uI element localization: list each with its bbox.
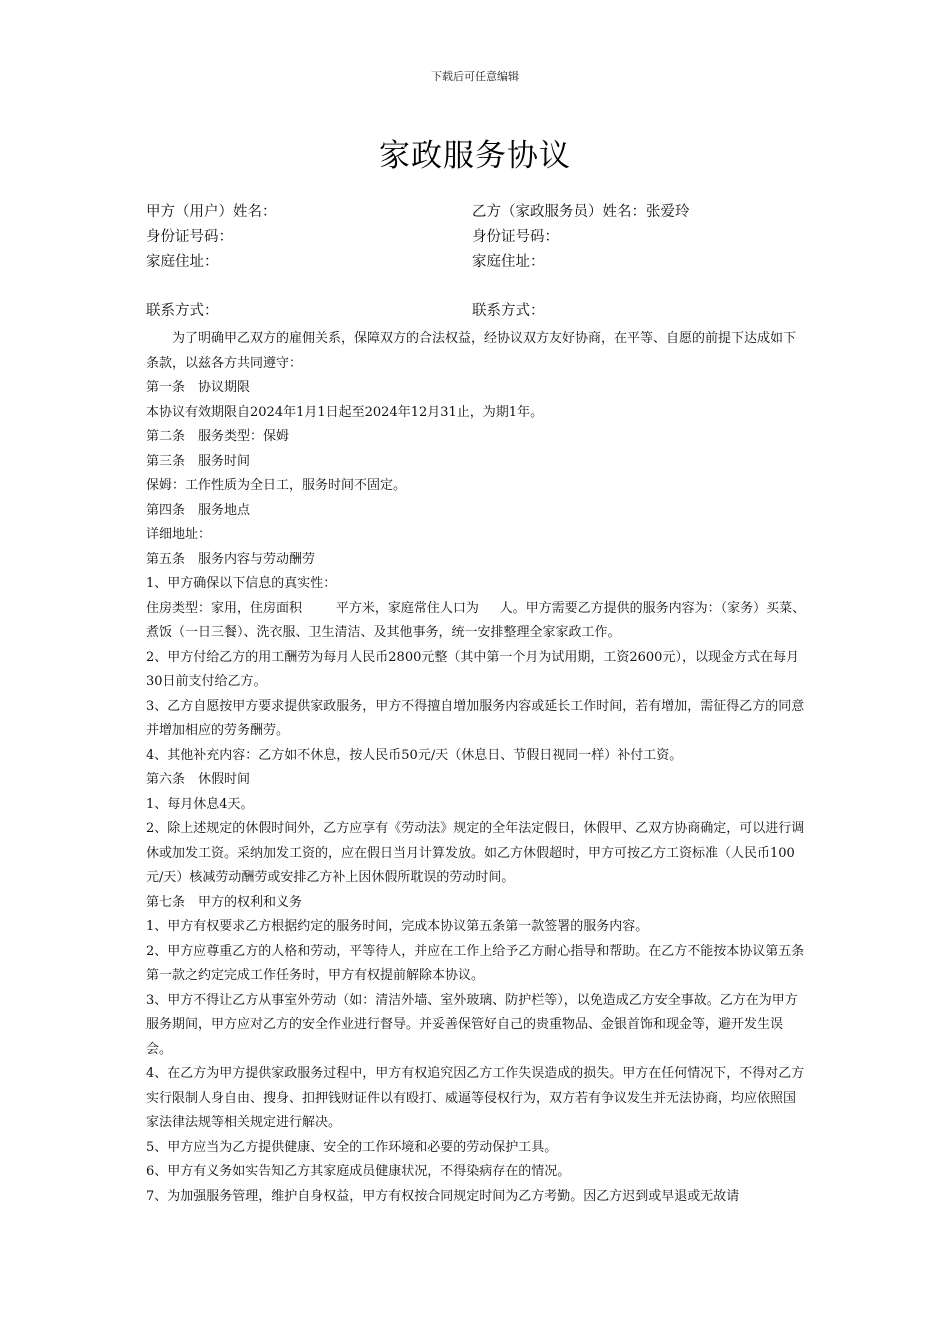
document-title: 家政服务协议 — [379, 138, 571, 174]
article-7-title: 第七条 甲方的权利和义务 — [146, 894, 303, 910]
intro-paragraph: 为了明确甲乙双方的雇佣关系，保障双方的合法权益，经协议双方友好协商，在平等、自愿的前提下达成如下条款，以兹各方共同遵守： — [146, 331, 797, 371]
article-2-title: 第二条 服务类型：保姆 — [146, 429, 290, 444]
party-a-address: 家庭住址： — [146, 254, 219, 270]
article-7-item-2: 2、甲方应尊重乙方的人格和劳动，平等待人，并应在工作上给予乙方耐心指导和帮助。在乙方不能按本协议第五条第一款之约定完成工作任务时，甲方有权提前解除本协议。 — [146, 943, 805, 983]
party-a-contact: 联系方式： — [146, 303, 219, 319]
article-4-text: 详细地址： — [146, 527, 212, 542]
article-3-title: 第三条 服务时间 — [146, 453, 251, 469]
article-5-item-3: 3、乙方自愿按甲方要求提供家政服务，甲方不得擅自增加服务内容或延长工作时间，若有增加，需征得乙方的同意并增加相应的劳务酬劳。 — [146, 698, 805, 738]
party-a-id: 身份证号码： — [146, 229, 233, 245]
article-7-item-3: 3、甲方不得让乙方从事室外劳动（如：清洁外墙、室外玻璃、防护栏等），以免造成乙方安全事故。乙方在为甲方服务期间，甲方应对乙方的安全作业进行督导。并妥善保管好自己的贵重物品、金银首饰和现金等，避开发生误会。 — [146, 992, 798, 1057]
article-7-item-4: 4、在乙方为甲方提供家政服务过程中，甲方有权追究因乙方工作失误造成的损失。甲方在任何情况下，不得对乙方实行限制人身自由、搜身、扣押钱财证件以有殴打、威逼等侵权行为，双方若有争议发生并无法协商，均应依照国家法律法规等相关规定进行解决。 — [146, 1066, 805, 1130]
article-3-text: 保姆：工作性质为全日工，服务时间不固定。 — [146, 478, 407, 493]
article-7-item-6: 6、甲方有义务如实告知乙方其家庭成员健康状况，不得染病存在的情况。 — [146, 1164, 571, 1179]
article-5-housing — [146, 597, 806, 646]
article-5-item-4: 4、其他补充内容：乙方如不休息，按人民币50元/天（休息日、节假日视同一样）补付工资。 — [146, 747, 683, 763]
housing-part-a: 住房类型：家用，住房面积 — [146, 600, 303, 616]
article-5-item-2: 2、甲方付给乙方的用工酬劳为每月人民币2800元整（其中第一个月为试用期，工资2600元），以现金方式在每月30日前支付给乙方。 — [146, 649, 799, 689]
article-4-title: 第四条 服务地点 — [146, 502, 251, 518]
party-b-name: 乙方（家政服务员）姓名：张爱玲 — [472, 204, 690, 220]
article-1-title: 第一条 协议期限 — [146, 380, 251, 395]
article-5-item-1: 1、甲方确保以下信息的真实性： — [146, 576, 337, 591]
article-6-title: 第六条 休假时间 — [146, 772, 251, 787]
party-b-contact: 联系方式： — [472, 303, 545, 319]
header-note: 下载后可任意编辑 — [431, 70, 519, 83]
article-5-title: 第五条 服务内容与劳动酬劳 — [146, 551, 316, 567]
party-b-address: 家庭住址： — [472, 254, 545, 270]
housing-part-c: 人。甲方需要乙方提供的服务内容为：（家务）买菜、煮饭（一日三餐）、洗衣服、卫生清洁、及其他事务，统一安排整理全家家政工作。 — [146, 600, 806, 640]
party-b-id: 身份证号码： — [472, 229, 559, 245]
agreement-body — [146, 327, 806, 1209]
article-7-item-1: 1、甲方有权要求乙方根据约定的服务时间，完成本协议第五条第一款签署的服务内容。 — [146, 919, 649, 934]
party-a-name: 甲方（用户）姓名： — [146, 204, 277, 220]
article-6-item-2: 2、除上述规定的休假时间外，乙方应享有《劳动法》规定的全年法定假日，休假甲、乙双方协商确定，可以进行调休或加发工资。采纳加发工资的，应在假日当月计算发放。如乙方休假超时，甲方可按乙方工资标准（人民币100元/天）核减劳动酬劳或安排乙方补上因休假所耽误的劳动时间。 — [146, 821, 805, 885]
article-7-item-7: 7、为加强服务管理，维护自身权益，甲方有权按合同规定时间为乙方考勤。因乙方迟到或早退或无故请 — [146, 1188, 740, 1204]
article-6-item-1: 1、每月休息4天。 — [146, 796, 254, 812]
article-7-item-5: 5、甲方应当为乙方提供健康、安全的工作环境和必要的劳动保护工具。 — [146, 1139, 558, 1155]
article-1-text: 本协议有效期限自2024年1月1日起至2024年12月31止，为期1年。 — [146, 404, 544, 420]
housing-part-b: 平方米，家庭常住人口为 — [335, 600, 479, 616]
